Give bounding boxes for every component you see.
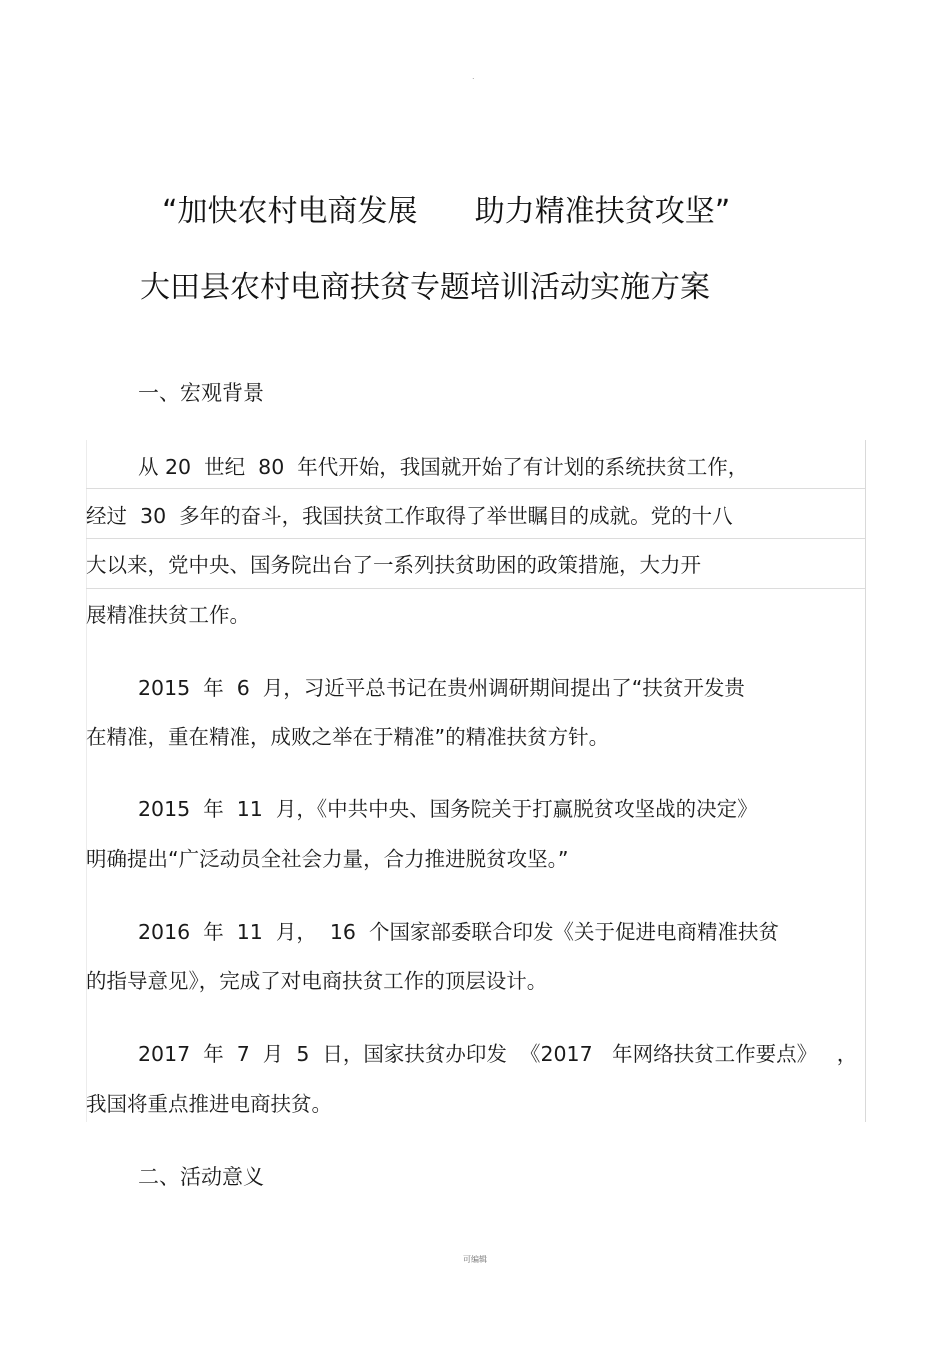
frame-divider — [86, 538, 865, 539]
frame-divider — [86, 588, 865, 589]
paragraph-line: 从 20 世纪 80 年代开始，我国就开始了有计划的系统扶贫工作， — [138, 455, 749, 479]
paragraph-line: 2016 年 11 月， 16 个国家部委联合印发《关于促进电商精准扶贫 — [138, 920, 780, 944]
text-frame — [86, 440, 866, 1122]
paragraph-line: 2015 年 11 月，《中共中央、国务院关于打赢脱贫攻坚战的决定》 — [138, 797, 758, 821]
header-dot: . — [472, 72, 475, 81]
paragraph-line: 2015 年 6 月，习近平总书记在贵州调研期间提出了“扶贫开发贵 — [138, 676, 745, 700]
paragraph-line: 我国将重点推进电商扶贫。 — [86, 1092, 332, 1116]
paragraph-line: 明确提出“广泛动员全社会力量，合力推进脱贫攻坚。” — [86, 847, 569, 871]
frame-divider — [86, 488, 865, 489]
paragraph-line: 2017 年 7 月 5 日，国家扶贫办印发 《2017 年网络扶贫工作要点》 ， — [138, 1042, 858, 1066]
document-title-line-2: 大田县农村电商扶贫专题培训活动实施方案 — [140, 270, 710, 305]
paragraph-line: 的指导意见》，完成了对电商扶贫工作的顶层设计。 — [86, 969, 548, 993]
section-heading-significance: 二、活动意义 — [138, 1165, 264, 1189]
paragraph-line: 在精准，重在精准，成败之举在于精准”的精准扶贫方针。 — [86, 725, 610, 749]
footer-editable-label: 可编辑 — [463, 1255, 487, 1264]
paragraph-line: 展精准扶贫工作。 — [86, 603, 250, 627]
section-heading-background: 一、宏观背景 — [138, 381, 264, 405]
document-title-line-1: “加快农村电商发展 助力精准扶贫攻坚” — [162, 194, 731, 229]
paragraph-line: 经过 30 多年的奋斗，我国扶贫工作取得了举世瞩目的成就。党的十八 — [86, 504, 733, 528]
paragraph-line: 大以来，党中央、国务院出台了一系列扶贫助困的政策措施，大力开 — [86, 553, 701, 577]
